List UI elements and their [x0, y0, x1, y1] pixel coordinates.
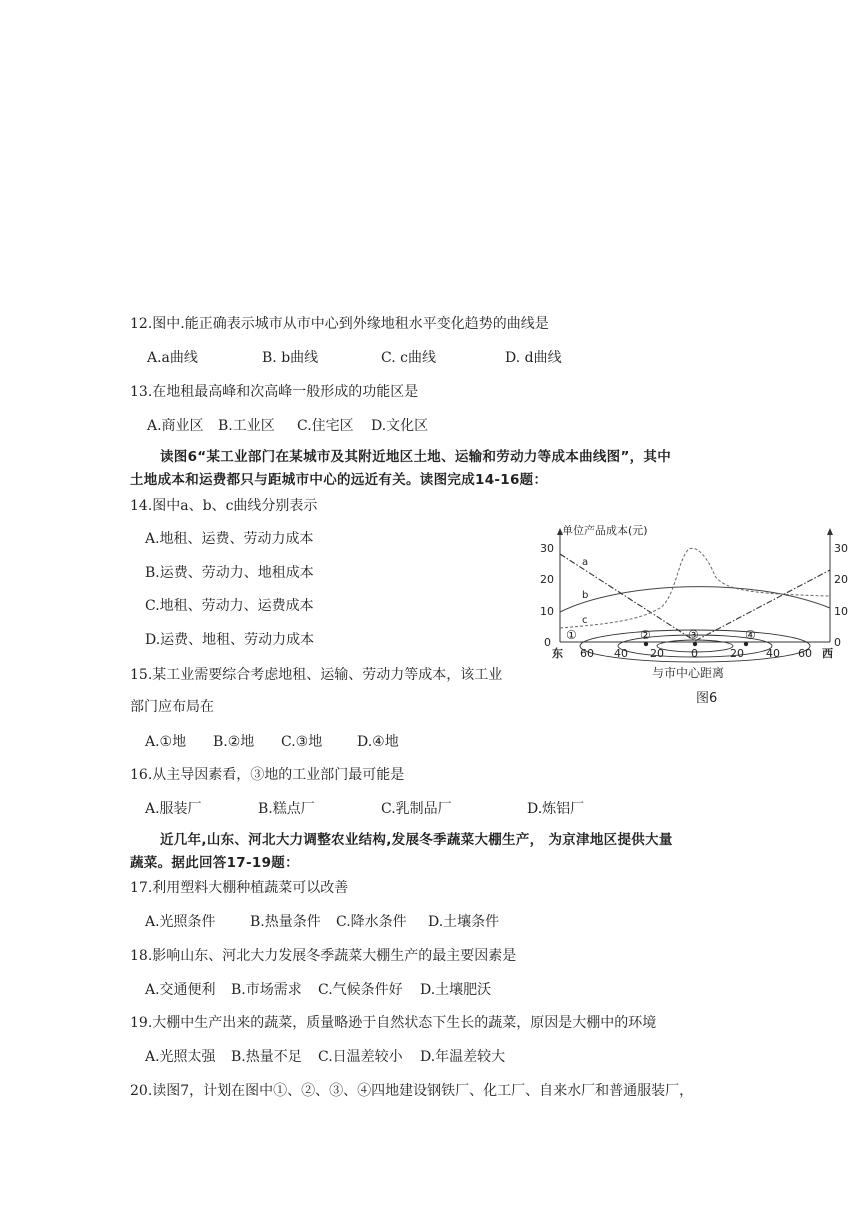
right-tick-30: 30: [834, 542, 848, 555]
left-tick-10: 10: [540, 605, 554, 618]
place-4: ④: [745, 628, 756, 642]
question-20-stem: 20.读图7，计划在图中①、②、③、④四地建设钢铁厂、化工厂、自来水厂和普通服装厂，: [130, 1083, 694, 1099]
dot-place-3: [693, 642, 697, 646]
q18-option-d[interactable]: D.土壤肥沃: [420, 982, 492, 998]
q19-option-c[interactable]: C.日温差较小: [318, 1049, 403, 1065]
x-tick-40-east: 40: [614, 647, 628, 660]
q16-option-c[interactable]: C.乳制品厂: [381, 801, 452, 817]
q15-option-d[interactable]: D.④地: [357, 734, 399, 750]
q17-option-a[interactable]: A.光照条件: [145, 914, 216, 930]
left-tick-30: 30: [540, 542, 554, 555]
q14-option-c[interactable]: C.地租、劳动力、运费成本: [145, 598, 314, 614]
q12-option-c[interactable]: C. c曲线: [381, 350, 436, 366]
x-axis-title: 与市中心距离: [652, 666, 725, 680]
q19-option-a[interactable]: A.光照太强: [145, 1049, 216, 1065]
x-tick-40-west: 40: [766, 647, 780, 660]
x-tick-60-east: 60: [580, 647, 594, 660]
q12-option-b[interactable]: B. b曲线: [262, 350, 319, 366]
q14-option-a[interactable]: A.地租、运费、劳动力成本: [145, 531, 314, 547]
curve-c: [560, 548, 830, 628]
q19-option-b[interactable]: B.热量不足: [231, 1049, 302, 1065]
q17-option-c[interactable]: C.降水条件: [336, 914, 407, 930]
x-tick-0: 0: [691, 647, 698, 660]
curve-label-b: b: [582, 590, 589, 601]
place-3: ③: [688, 628, 699, 642]
passage-2-line-1: 近几年,山东、河北大力调整农业结构,发展冬季蔬菜大棚生产， 为京津地区提供大量: [160, 832, 673, 848]
q13-option-d[interactable]: D.文化区: [371, 418, 429, 434]
left-tick-0: 0: [544, 636, 551, 649]
q16-option-b[interactable]: B.糕点厂: [258, 801, 315, 817]
question-16-stem: 16.从主导因素看，③地的工业部门最可能是: [130, 767, 405, 783]
q16-option-d[interactable]: D.炼铝厂: [527, 801, 585, 817]
q15-option-b[interactable]: B.②地: [213, 734, 255, 750]
y-axis-title: 单位产品成本(元): [562, 524, 648, 537]
q15-option-a[interactable]: A.①地: [145, 734, 187, 750]
figure-6-cost-curve-diagram: [530, 520, 860, 710]
passage-2-line-2: 蔬菜。据此回答17-19题：: [130, 855, 299, 871]
q18-option-b[interactable]: B.市场需求: [231, 982, 302, 998]
right-axis-arrow: [827, 528, 833, 535]
q13-option-b[interactable]: B.工业区: [218, 418, 275, 434]
q13-option-c[interactable]: C.住宅区: [297, 418, 354, 434]
curve-label-c: c: [582, 615, 588, 626]
west-label: 西: [822, 647, 833, 660]
question-17-stem: 17.利用塑料大棚种植蔬菜可以改善: [130, 880, 349, 896]
dot-place-2: [644, 642, 648, 646]
east-label: 东: [552, 647, 563, 660]
q12-option-d[interactable]: D. d曲线: [505, 350, 562, 366]
question-19-stem: 19.大棚中生产出来的蔬菜，质量略逊于自然状态下生长的蔬菜，原因是大棚中的环境: [130, 1015, 657, 1031]
x-tick-20-west: 20: [730, 647, 744, 660]
q17-option-b[interactable]: B.热量条件: [250, 914, 321, 930]
passage-1-line-2: 土地成本和运费都只与距城市中心的远近有关。读图完成14-16题：: [130, 472, 548, 488]
q17-option-d[interactable]: D.土壤条件: [428, 914, 500, 930]
question-13-stem: 13.在地租最高峰和次高峰一般形成的功能区是: [130, 384, 419, 400]
q16-option-a[interactable]: A.服装厂: [145, 801, 202, 817]
x-tick-60-west: 60: [798, 647, 812, 660]
q15-option-c[interactable]: C.③地: [281, 734, 323, 750]
x-tick-20-east: 20: [650, 647, 664, 660]
right-tick-0: 0: [834, 636, 841, 649]
q19-option-d[interactable]: D.年温差较大: [420, 1049, 506, 1065]
question-18-stem: 18.影响山东、河北大力发展冬季蔬菜大棚生产的最主要因素是: [130, 948, 517, 964]
curve-label-a: a: [582, 557, 589, 568]
right-tick-10: 10: [834, 605, 848, 618]
place-2: ②: [640, 628, 651, 642]
q13-option-a[interactable]: A.商业区: [147, 418, 204, 434]
figure-caption: 图6: [696, 691, 718, 706]
question-14-stem: 14.图中a、b、c曲线分别表示: [130, 498, 318, 514]
q18-option-a[interactable]: A.交通便利: [145, 982, 216, 998]
q14-option-d[interactable]: D.运费、地租、劳动力成本: [145, 632, 315, 648]
right-tick-20: 20: [834, 573, 848, 586]
question-15-stem-1: 15.某工业需要综合考虑地租、运输、劳动力等成本，该工业: [130, 667, 503, 683]
dot-place-4: [744, 642, 748, 646]
q12-option-a[interactable]: A.a曲线: [147, 350, 198, 366]
place-1: ①: [566, 628, 577, 642]
q18-option-c[interactable]: C.气候条件好: [318, 982, 403, 998]
q14-option-b[interactable]: B.运费、劳动力、地租成本: [145, 565, 314, 581]
curve-b: [560, 587, 830, 612]
left-tick-20: 20: [540, 573, 554, 586]
question-12-stem: 12.图中.能正确表示城市从市中心到外缘地租水平变化趋势的曲线是: [130, 316, 549, 332]
question-15-stem-2: 部门应布局在: [130, 699, 214, 715]
passage-1-line-1: 读图6“某工业部门在某城市及其附近地区土地、运输和劳动力等成本曲线图”，其中: [160, 449, 672, 465]
